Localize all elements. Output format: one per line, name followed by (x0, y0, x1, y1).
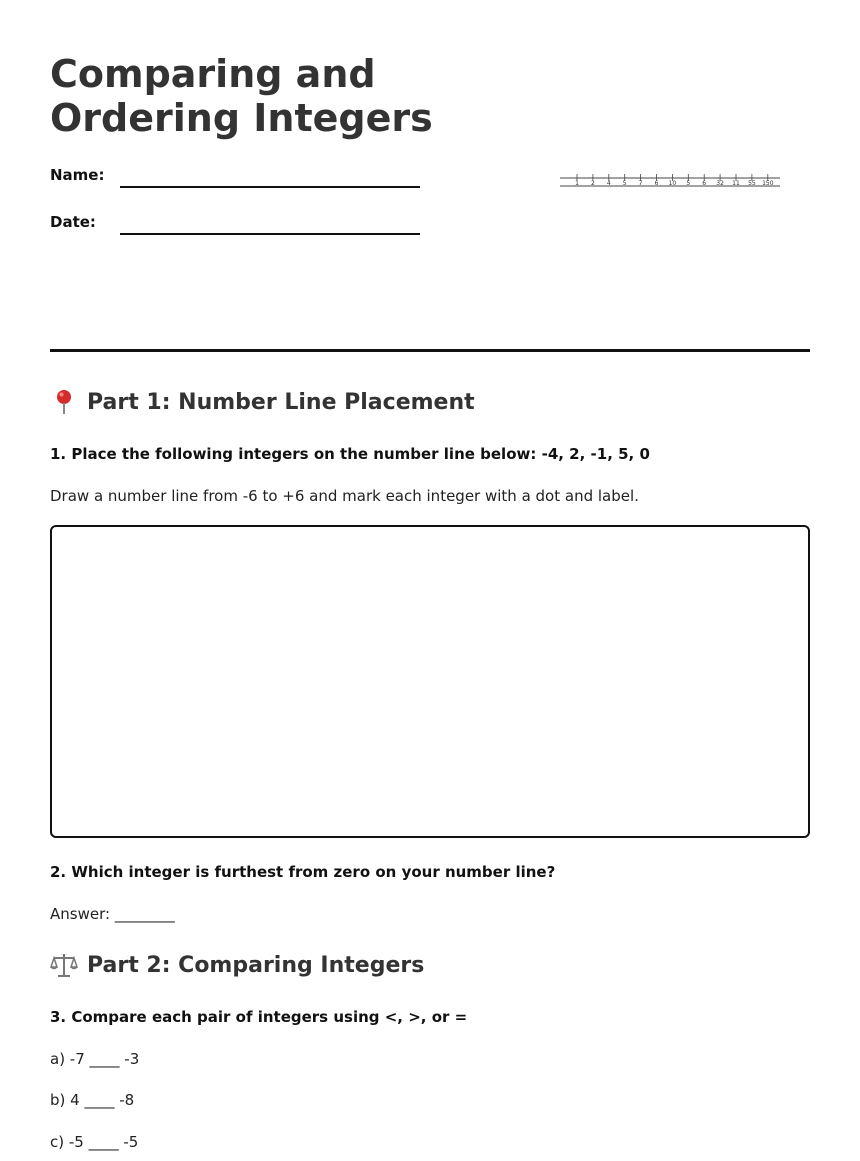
date-field[interactable] (120, 233, 420, 235)
date-label: Date: (50, 213, 96, 231)
number-line-tick-label: 150 (762, 180, 774, 187)
worksheet-page (50, 0, 810, 1161)
number-line-tick-label: 5 (622, 180, 627, 187)
number-line-tick-label: 2 (590, 180, 595, 187)
number-line-tick-label: 6 (702, 180, 707, 187)
number-line-tick-label: 55 (748, 180, 756, 187)
balance-scale-icon (50, 951, 78, 979)
number-line-tick-label: 1 (575, 180, 579, 187)
drawing-area[interactable] (50, 525, 810, 838)
part2-heading-text: Part 2: Comparing Integers (87, 952, 425, 978)
number-line-tick-label: 4 (606, 180, 611, 187)
number-line-tick-label: 32 (716, 180, 724, 187)
name-label: Name: (50, 166, 105, 184)
part1-heading-text: Part 1: Number Line Placement (87, 389, 475, 415)
compare-item-a: a) -7 ____ -3 (50, 1050, 140, 1068)
pushpin-icon (50, 388, 78, 416)
part2-heading (50, 951, 424, 979)
number-line-tick-label: 11 (732, 180, 740, 187)
question-2: 2. Which integer is furthest from zero on your number line? (50, 863, 556, 881)
question-3: 3. Compare each pair of integers using <, >, or = (50, 1008, 468, 1026)
question-1-instruction: Draw a number line from -6 to +6 and mark each integer with a dot and label. (50, 487, 639, 505)
number-line-tick-label: 6 (654, 180, 659, 187)
part1-heading (50, 388, 475, 416)
number-line-tick-label: 5 (686, 180, 691, 187)
compare-item-b: b) 4 ____ -8 (50, 1091, 135, 1109)
question-1: 1. Place the following integers on the number line below: -4, 2, -1, 5, 0 (50, 445, 650, 463)
question-2-answer[interactable]: Answer: ________ (50, 905, 175, 923)
number-line-image (560, 170, 782, 190)
number-line-tick-label: 10 (668, 180, 677, 187)
number-line-tick-label: 7 (638, 180, 643, 187)
compare-item-c: c) -5 ____ -5 (50, 1133, 139, 1151)
name-field[interactable] (120, 186, 420, 188)
page-title: Comparing and Ordering Integers (50, 52, 433, 140)
section-divider (50, 349, 810, 352)
